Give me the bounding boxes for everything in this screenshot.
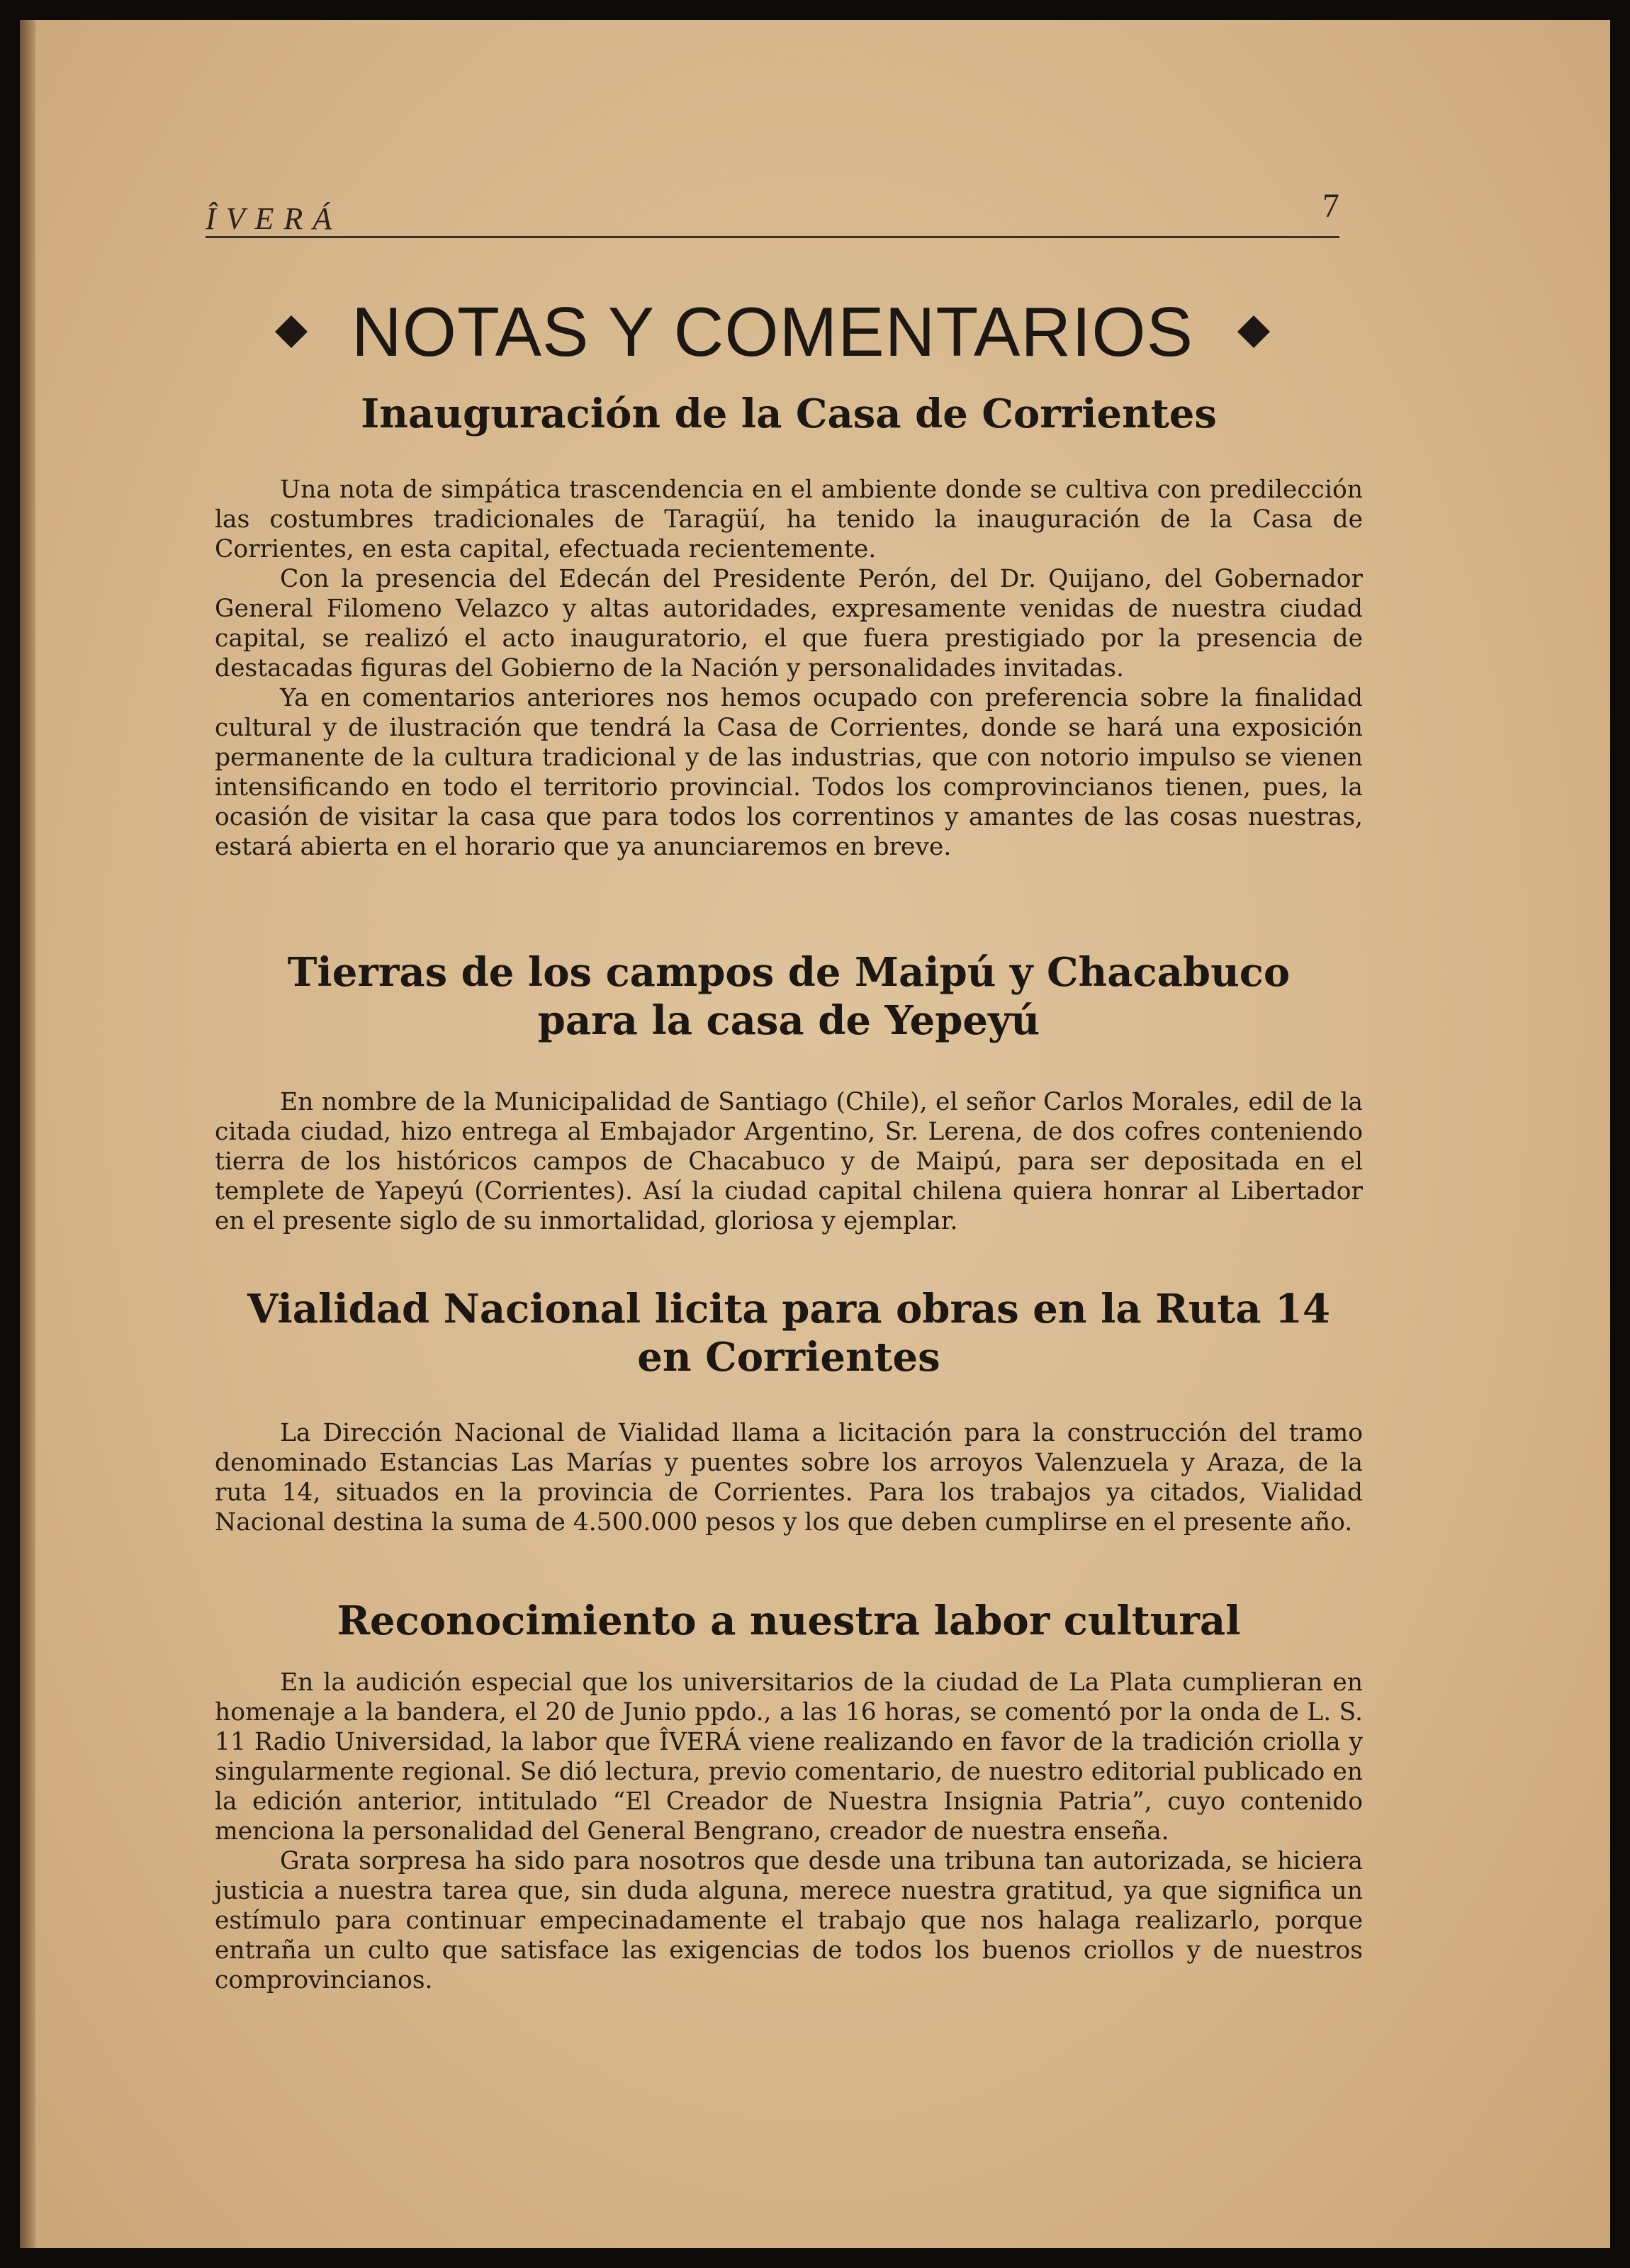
journal-name: ÎVERÁ — [206, 201, 342, 236]
page-binding-edge — [20, 20, 35, 2248]
article-paragraph: En la audición especial que los universitarios de la ciudad de La Plata cumplieran en homenaje a la bandera, el 20 de Junio ppdo., a las 16 horas, se comentó por la onda de L. S. 11 Radio Universidad, la labor que ÎVERÁ viene realizando en favor de la tradición criolla y singularmente regional. Se dió lectura, previo comentario, de nuestro editorial publicado en la edición anterior, intitulado “El Creador de Nuestra Insignia Patria”, cuyo contenido menciona la personalidad del General Bengrano, creador de nuestra enseña. — [215, 1668, 1363, 1846]
article-headline — [215, 1285, 1363, 1381]
diamond-ornament-icon — [1236, 314, 1271, 349]
article-paragraph: La Dirección Nacional de Vialidad llama a licitación para la construcción del tramo denominado Estancias Las Marías y puentes sobre los arroyos Valenzuela y Araza, de la ruta 14, situados en la provincia de Corrientes. Para los trabajos ya citados, Vialidad Nacional destina la suma de 4.500.000 pesos y los que deben cumplirse en el presente año. — [215, 1419, 1363, 1537]
headline-line: para la casa de Yepeyú — [537, 997, 1040, 1044]
article-tierras-maipu — [215, 948, 1363, 1236]
article-paragraph: Con la presencia del Edecán del Presidente Perón, del Dr. Quijano, del Gobernador General Filomeno Velazco y altas autoridades, expresamente venidas de nuestra ciudad capital, se realizó el acto inauguratorio, el que fuera prestigiado por la presencia de destacadas figuras del Gobierno de la Nación y personalidades invitadas. — [215, 565, 1363, 683]
article-paragraph: Grata sorpresa ha sido para nosotros que desde una tribuna tan autorizada, se hiciera justicia a nuestra tarea que, sin duda alguna, merece nuestra gratitud, ya que significa un estímulo para continuar empecinadamente el trabajo que nos halaga realizarlo, porque entraña un culto que satisface las exigencias de todos los buenos criollos y de nuestros comprovincianos. — [215, 1847, 1363, 1994]
running-head — [206, 186, 1339, 238]
magazine-page — [20, 20, 1610, 2248]
section-title-text: NOTAS Y COMENTARIOS — [352, 292, 1193, 371]
headline-line: Tierras de los campos de Maipú y Chacabuco — [287, 949, 1291, 996]
article-paragraph: En nombre de la Municipalidad de Santiago (Chile), el señor Carlos Morales, edil de la citada ciudad, hizo entrega al Embajador Argentino, Sr. Lerena, de dos cofres conteniendo tierra de los históricos campos de Chacabuco y de Maipú, para ser depositada en el templete de Yapeyú (Corrientes). Así la ciudad capital chilena quiera honrar al Libertador en el presente siglo de su inmortalidad, gloriosa y ejemplar. — [215, 1088, 1363, 1235]
diamond-ornament-icon — [274, 314, 309, 349]
article-headline: Inauguración de la Casa de Corrientes — [361, 391, 1217, 437]
article-casa-corrientes — [215, 390, 1363, 862]
section-title — [206, 289, 1339, 374]
article-headline — [215, 948, 1363, 1045]
headline-line: en Corrientes — [637, 1334, 940, 1381]
headline-line: Vialidad Nacional licita para obras en la Ruta 14 — [247, 1286, 1330, 1332]
article-paragraph: Una nota de simpática trascendencia en el ambiente donde se cultiva con predilección las costumbres tradicionales de Taragüí, ha tenido la inauguración de la Casa de Corrientes, en esta capital, efectuada recientemente. — [215, 476, 1363, 563]
article-vialidad-ruta-14 — [215, 1285, 1363, 1537]
page-number: 7 — [1322, 187, 1339, 225]
article-headline: Reconocimiento a nuestra labor cultural — [337, 1598, 1241, 1644]
article-paragraph: Ya en comentarios anteriores nos hemos ocupado con preferencia sobre la finalidad cultural y de ilustración que tendrá la Casa de Corrientes, donde se hará una exposición permanente de la cultura tradicional y de las industrias, que con notorio impulso se vienen intensificando en todo el territorio provincial. Todos los comprovincianos tienen, pues, la ocasión de visitar la casa que para todos los correntinos y amantes de las cosas nuestras, estará abierta en el horario que ya anunciaremos en breve. — [215, 684, 1363, 861]
article-reconocimiento — [215, 1597, 1363, 1995]
